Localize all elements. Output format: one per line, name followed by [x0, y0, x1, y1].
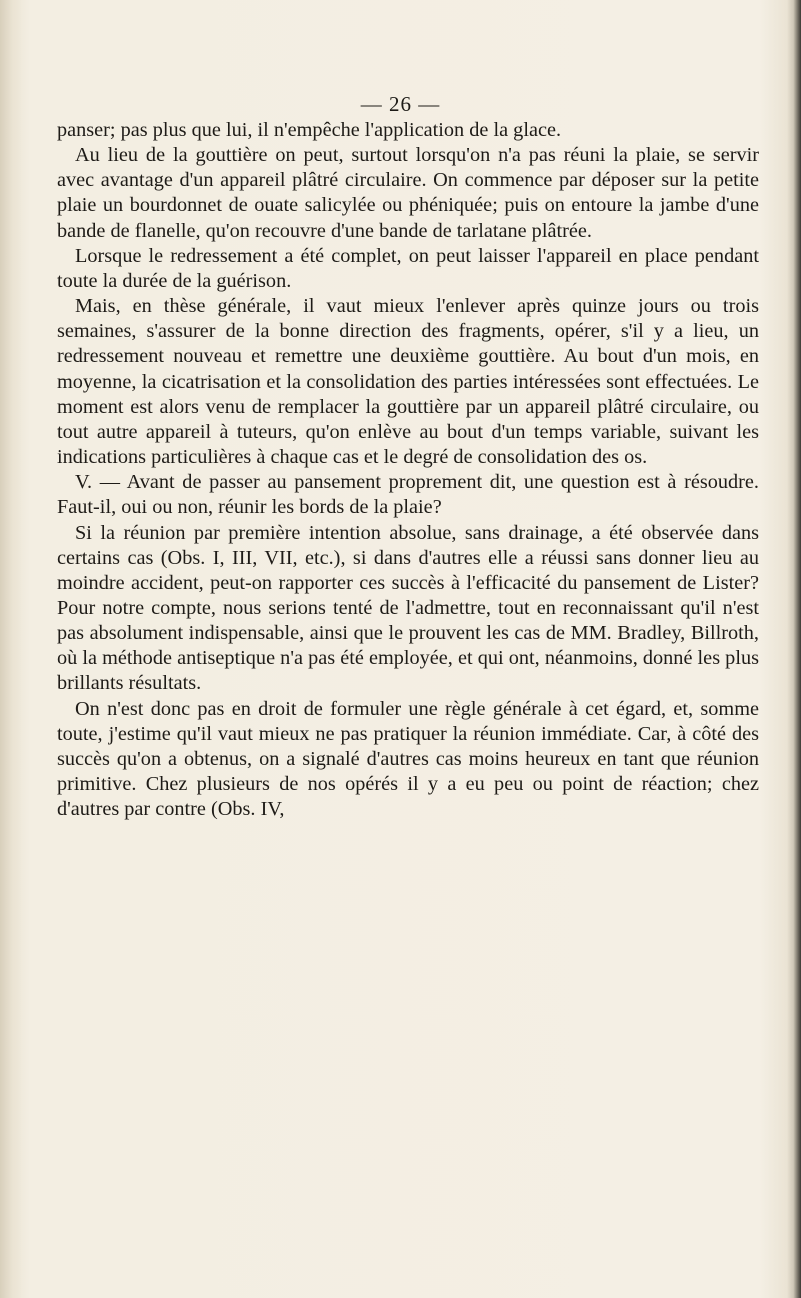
- page-left-shadow: [0, 0, 22, 1298]
- paragraph-7: On n'est donc pas en droit de formuler une règle générale à cet égard, et, somme toute, j'estime qu'il vaut mieux ne pas pratiquer la réunion immédiate. Car, à côté des succès qu'on a obtenus, on a signalé d'autres cas moins heureux en tant que réunion primitive. Chez plusieurs de nos opérés il y a eu peu ou point de réaction; chez d'autres par contre (Obs. IV,: [57, 697, 759, 821]
- paragraph-3: Lorsque le redressement a été complet, on peut laisser l'appareil en place pendant toute la durée de la guérison.: [57, 244, 759, 292]
- paragraph-5: V. — Avant de passer au pansement proprement dit, une question est à résoudre. Faut-il, oui ou non, réunir les bords de la plaie?: [57, 471, 759, 519]
- paragraph-4: Mais, en thèse générale, il vaut mieux l'enlever après quinze jours ou trois semaines, s'assurer de la bonne direction des fragments, opérer, s'il y a lieu, un redressement nouveau et remettre une deuxième gouttière. Au bout d'un mois, en moyenne, la cicatrisation et la consolidation des parties intéressées sont effectuées. Le moment est alors venu de remplacer la gouttière par un appareil plâtré circulaire, ou tout autre appareil à tuteurs, qu'on enlève au bout d'un temps variable, suivant les indications particulières à chaque cas et le degré de consolidation des os.: [57, 295, 759, 469]
- paragraph-1: panser; pas plus que lui, il n'empêche l'application de la glace.: [57, 119, 562, 141]
- paragraph-2: Au lieu de la gouttière on peut, surtout lorsqu'on n'a pas réuni la plaie, se servir avec avantage d'un appareil plâtré circulaire. On commence par déposer sur la petite plaie un bourdonnet de ouate salicylée ou phéniquée; puis on entoure la jambe d'une bande de flanelle, qu'on recouvre d'une bande de tarlatane plâtrée.: [57, 144, 759, 242]
- page-number: — 26 —: [360, 92, 441, 116]
- page-right-edge: [787, 0, 801, 1298]
- paragraph-6: Si la réunion par première intention absolue, sans drainage, a été observée dans certains cas (Obs. I, III, VII, etc.), si dans d'autres elle a réussi sans donner lieu au moindre accident, peut-on rapporter ces succès à l'efficacité du pansement de Lister? Pour notre compte, nous serions tenté de l'admettre, tout en reconnaissant qu'il n'est pas absolument indispensable, ainsi que le prouvent les cas de MM. Bradley, Billroth, où la méthode antiseptique n'a pas été employée, et qui ont, néanmoins, donné les plus brillants résultats.: [57, 521, 759, 695]
- body-text: [57, 118, 759, 822]
